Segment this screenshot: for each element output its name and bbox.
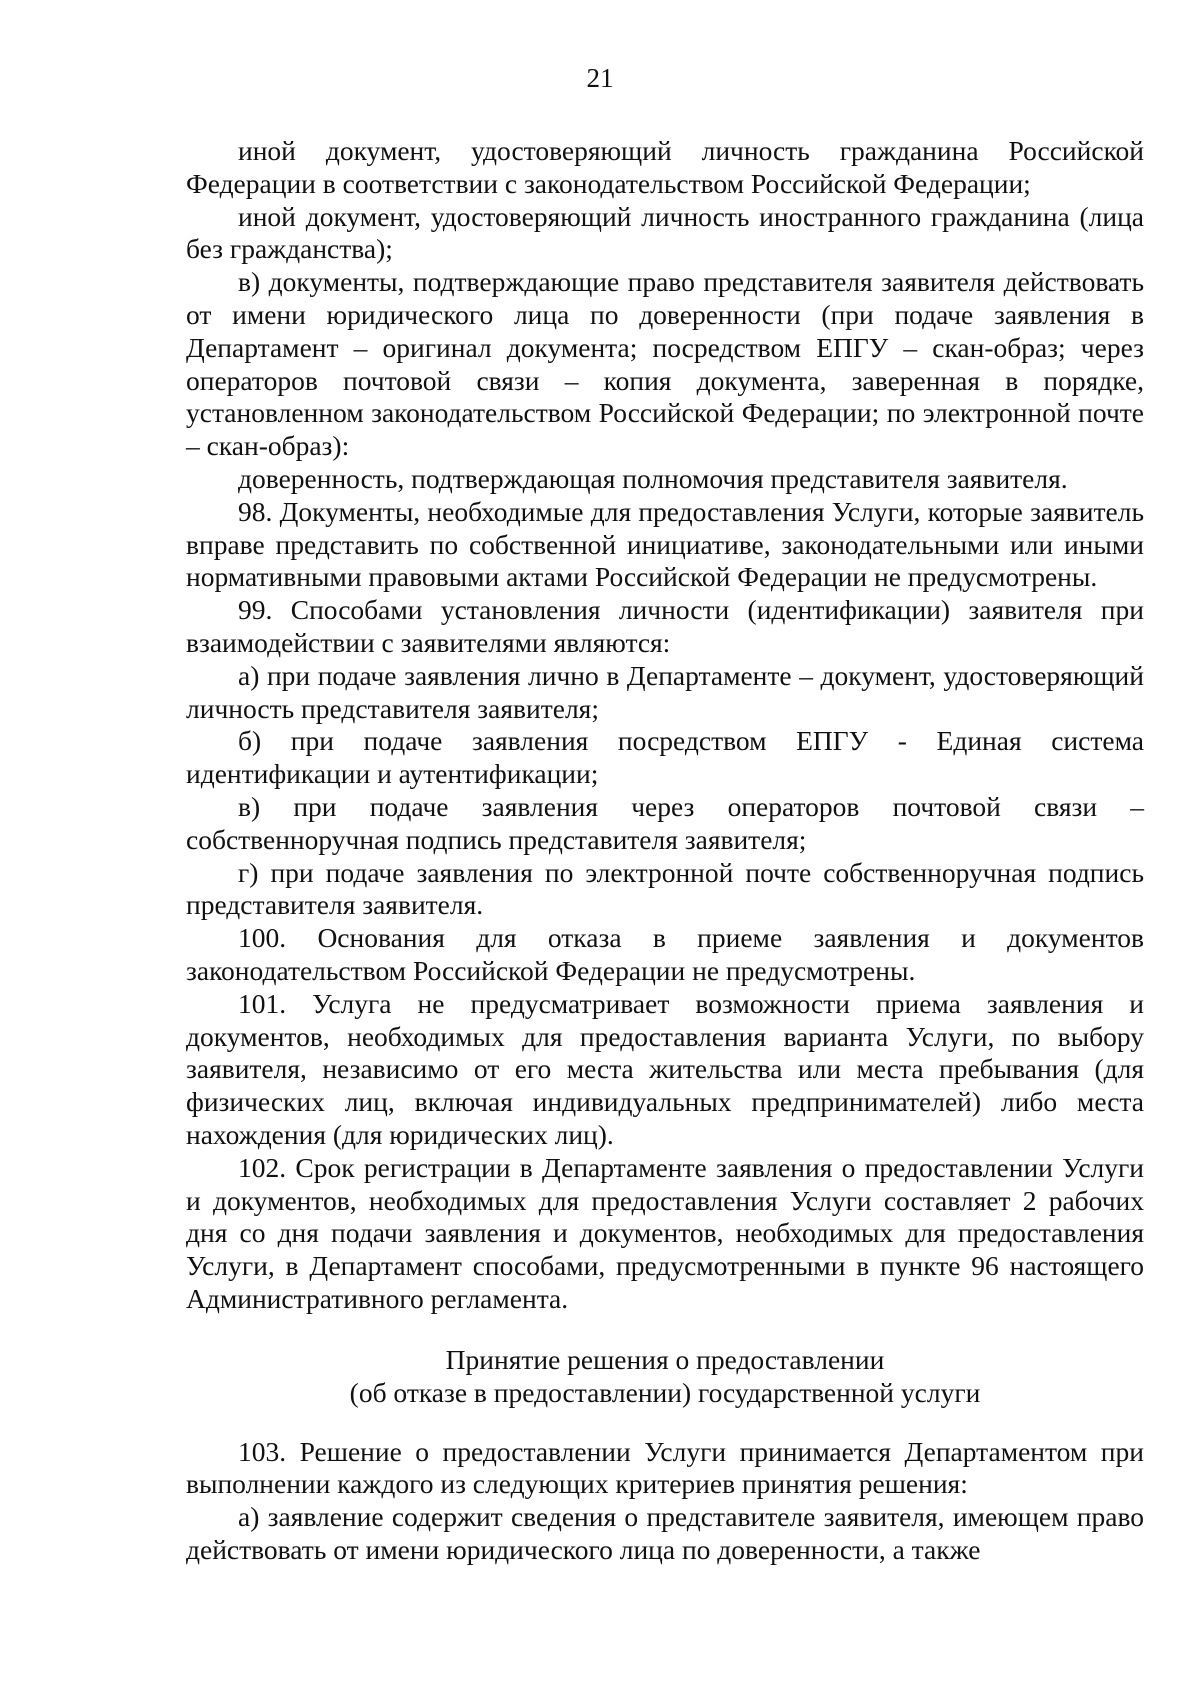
section-heading-line-2: (об отказе в предоставлении) государственной услуги	[349, 1376, 981, 1408]
paragraph-identity-document-rf: иной документ, удостоверяющий личность гражданина Российской Федерации в соответствии с законодательством Российской Федерации;	[186, 135, 1144, 199]
paragraph-99-b: б) при подаче заявления посредством ЕПГУ - Единая система идентификации и аутентификации;	[186, 725, 1144, 790]
paragraph-103-a: а) заявление содержит сведения о представителе заявителя, имеющем право действовать от имени юридического лица по доверенности, а также	[186, 1501, 1144, 1566]
paragraph-99-g: г) при подаче заявления по электронной почте собственноручная подпись представителя заявителя.	[186, 856, 1144, 921]
paragraph-99-a: а) при подаче заявления лично в Департаменте – документ, удостоверяющий личность представителя заявителя;	[186, 659, 1144, 724]
paragraph-power-of-attorney: доверенность, подтверждающая полномочия представителя заявителя.	[238, 462, 1068, 494]
paragraph-99-v: в) при подаче заявления через операторов почтовой связи – собственноручная подпись представителя заявителя;	[186, 790, 1144, 855]
paragraph-representative-documents: в) документы, подтверждающие право представителя заявителя действовать от имени юридического лица по доверенности (при подаче заявления в Департамент – оригинал документа; посредством ЕПГУ – скан-образ; через операторов почтовой связи – копия документа, заверенная в порядке, установленном законодательством Российской Федерации; по электронной почте – скан-образ):	[186, 266, 1144, 462]
document-body	[186, 135, 1144, 1567]
page-number: 21	[586, 63, 614, 93]
section-heading	[186, 1343, 1144, 1409]
section-heading-line-1: Принятие решения о предоставлении	[445, 1343, 885, 1375]
paragraph-102: 102. Срок регистрации в Департаменте заявления о предоставлении Услуги и документов, необходимых для предоставления Услуги составляет 2 рабочих дня со дня подачи заявления и документов, необходимых для предоставления Услуги, в Департамент способами, предусмотренными в пункте 96 настоящего Административного регламента.	[186, 1151, 1144, 1314]
paragraph-103: 103. Решение о предоставлении Услуги принимается Департаментом при выполнении каждого из следующих критериев принятия решения:	[186, 1435, 1144, 1500]
paragraph-101: 101. Услуга не предусматривает возможности приема заявления и документов, необходимых для предоставления варианта Услуги, по выбору заявителя, независимо от его места жительства или места пребывания (для физических лиц, включая индивидуальных предпринимателей) либо места нахождения (для юридических лиц).	[186, 987, 1144, 1150]
paragraph-identity-document-foreign: иной документ, удостоверяющий личность иностранного гражданина (лица без гражданства);	[186, 200, 1144, 265]
paragraph-98: 98. Документы, необходимые для предоставления Услуги, которые заявитель вправе представить по собственной инициативе, законодательными или иными нормативными правовыми актами Российской Федерации не предусмотрены.	[186, 495, 1144, 593]
paragraph-100: 100. Основания для отказа в приеме заявления и документов законодательством Российской Федерации не предусмотрены.	[186, 922, 1144, 986]
paragraph-99: 99. Способами установления личности (идентификации) заявителя при взаимодействии с заявителями являются:	[186, 594, 1144, 658]
